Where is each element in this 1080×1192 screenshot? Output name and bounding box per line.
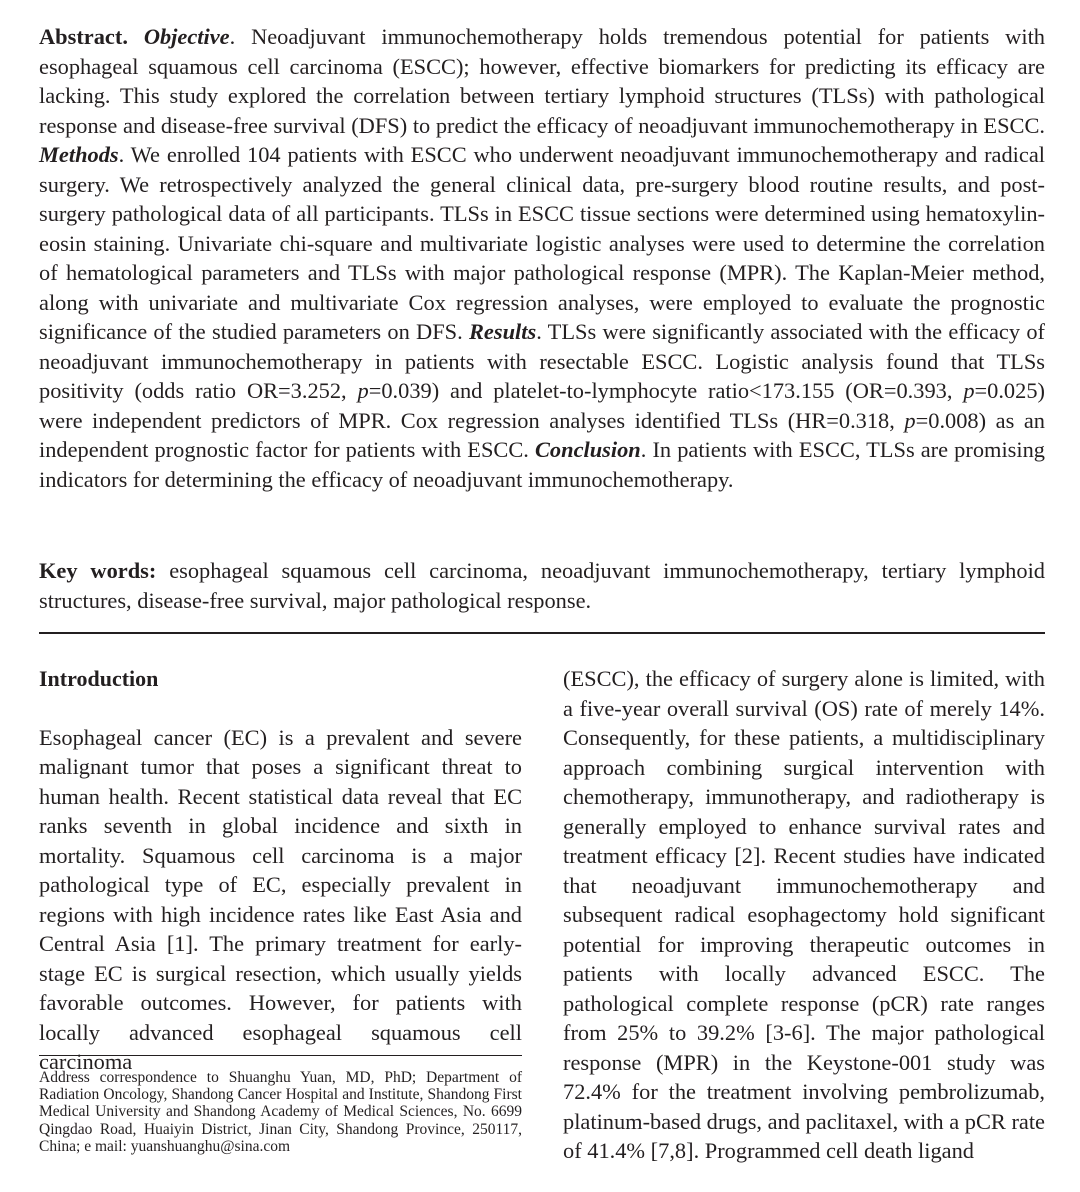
- footnote-divider: [39, 1055, 522, 1056]
- keywords-label: Key words:: [39, 558, 157, 583]
- introduction-paragraph-left: Esophageal cancer (EC) is a prevalent and severe malignant tumor that poses a significant threat to human health. Recent statistical data reveal that EC ranks seventh in global incidence and sixth in mortality. Squamous cell carcinoma is a major pathological type of EC, especially prevalent in regions with high incidence rates like East Asia and Central Asia [1]. The primary treatment for early-stage EC is surgical resection, which usually yields favorable outcomes. However, for patients with locally advanced esophageal squamous cell carcinoma: [39, 724, 522, 1074]
- p-value-symbol: p: [357, 378, 369, 403]
- abstract: [39, 22, 1045, 494]
- conclusion-label: Conclusion: [534, 437, 641, 462]
- results-text-1: . TLSs were significantly associated with the efficacy of neoadjuvant immunochemotherapy in patients with resectable ESCC. Logistic analysis found that TLSs positivity (odds ratio OR=3.252,: [39, 319, 1045, 403]
- objective-text: . Neoadjuvant immunochemotherapy holds tremendous potential for patients with esophageal squamous cell carcinoma (ESCC); however, effective biomarkers for predicting its efficacy are lacking. This study explored the correlation between tertiary lymphoid structures (TLSs) with pathological response and disease-free survival (DFS) to predict the efficacy of neoadjuvant immunochemotherapy in ESCC.: [39, 24, 1045, 138]
- methods-label: Methods: [39, 142, 119, 167]
- introduction-paragraph-right: (ESCC), the efficacy of surgery alone is limited, with a five-year overall survival (OS) rate of merely 14%. Consequently, for these patients, a multidisciplinary approach combining surgical intervention with chemotherapy, immunotherapy, and radiotherapy is generally employed to enhance survival rates and treatment efficacy [2]. Recent studies have indicated that neoadjuvant immunochemotherapy and subsequent radical esophagectomy hold significant potential for improving therapeutic outcomes in patients with locally advanced ESCC. The pathological complete response (pCR) rate ranges from 25% to 39.2% [3-6]. The major pathological response (MPR) in the Keystone-001 study was 72.4% for the treatment involving pembrolizumab, platinum-based drugs, and paclitaxel, with a pCR rate of 41.4% [7,8]. Programmed cell death ligand: [563, 666, 1045, 1163]
- left-column: [39, 664, 522, 1077]
- results-text-3: =0.025) were independent predictors of MPR. Cox regression analyses identified TLSs (HR=0.318,: [39, 378, 1045, 433]
- objective-label: Objective: [143, 24, 230, 49]
- methods-text: . We enrolled 104 patients with ESCC who underwent neoadjuvant immunochemotherapy and radical surgery. We retrospectively analyzed the general clinical data, pre-surgery blood routine results, and post-surgery pathological data of all participants. TLSs in ESCC tissue sections were determined using hematoxylin-eosin staining. Univariate chi-square and multivariate logistic analyses were used to determine the correlation of hematological parameters and TLSs with major pathological response (MPR). The Kaplan-Meier method, along with univariate and multivariate Cox regression analyses, were employed to evaluate the prognostic significance of the studied parameters on DFS.: [39, 142, 1045, 344]
- right-column: [563, 664, 1045, 1166]
- p-value-symbol: p: [963, 378, 975, 403]
- abstract-label: Abstract.: [39, 24, 128, 49]
- keywords-text: esophageal squamous cell carcinoma, neoadjuvant immunochemotherapy, tertiary lymphoid structures, disease-free survival, major pathological response.: [39, 558, 1045, 613]
- section-divider: [39, 632, 1045, 634]
- p-value-symbol: p: [904, 407, 916, 433]
- correspondence-footnote: Address correspondence to Shuanghu Yuan, MD, PhD; Department of Radiation Oncology, Shandong Cancer Hospital and Institute, Shandong First Medical University and Shandong Academy of Medical Sciences, No. 6699 Qingdao Road, Huaiyin District, Jinan City, Shandong Province, 250117, China; e mail: yuanshuanghu@sina.com: [39, 1069, 522, 1155]
- results-label: Results: [469, 319, 537, 344]
- introduction-heading: Introduction: [39, 666, 159, 691]
- keywords: [39, 556, 1045, 615]
- conclusion-text: . In patients with ESCC, TLSs are promising indicators for determining the efficacy of neoadjuvant immunochemotherapy.: [39, 437, 1045, 492]
- results-text-4: =0.008) as an independent prognostic factor for patients with ESCC.: [39, 407, 1045, 462]
- results-text-2: =0.039) and platelet-to-lymphocyte ratio<173.155 (OR=0.393,: [368, 378, 964, 403]
